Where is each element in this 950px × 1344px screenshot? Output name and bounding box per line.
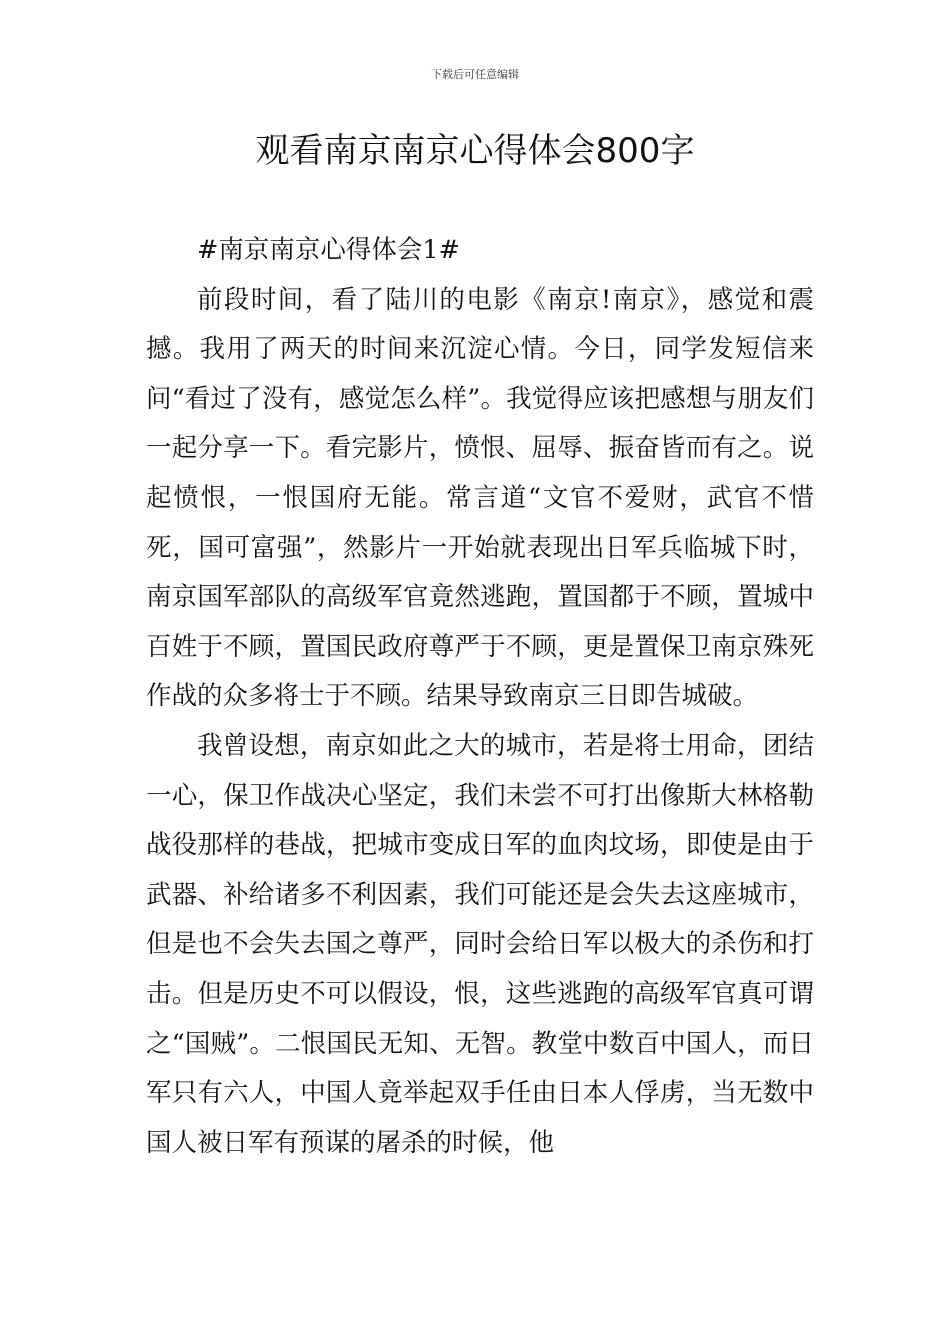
section-heading: #南京南京心得体会1# [197,235,460,265]
paragraph-2: 我曾设想，南京如此之大的城市，若是将士用命，团结一心，保卫作战决心坚定，我们未尝不可打出像斯大林格勒战役那样的巷战，把城市变成日军的血肉坟场，即使是由于武器、补给诸多不利因素，我们可能还是会失去这座城市，但是也不会失去国之尊严，同时会给日军以极大的杀伤和打击。但是历史不可以假设，恨，这些逃跑的高级军官真可谓之“国贼”。二恨国民无知、无智。教堂中数百中国人，而日军只有六人，中国人竟举起双手任由日本人俘虏，当无数中国人被日军有预谋的屠杀的时候，他 [146,730,814,1158]
document-title: 观看南京南京心得体会800字 [255,131,695,171]
header-note: 下载后可任意编辑 [431,68,519,81]
document-body [146,226,814,1168]
paragraph-1: 前段时间，看了陆川的电影《南京!南京》，感觉和震撼。我用了两天的时间来沉淀心情。今日，同学发短信来问“看过了没有，感觉怎么样”。我觉得应该把感想与朋友们一起分享一下。看完影片，愤恨、屈辱、振奋皆而有之。说起愤恨，一恨国府无能。常言道“文官不爱财，武官不惜死，国可富强”，然影片一开始就表现出日军兵临城下时，南京国军部队的高级军官竟然逃跑，置国都于不顾，置城中百姓于不顾，置国民政府尊严于不顾，更是置保卫南京殊死作战的众多将士于不顾。结果导致南京三日即告城破。 [146,284,814,712]
